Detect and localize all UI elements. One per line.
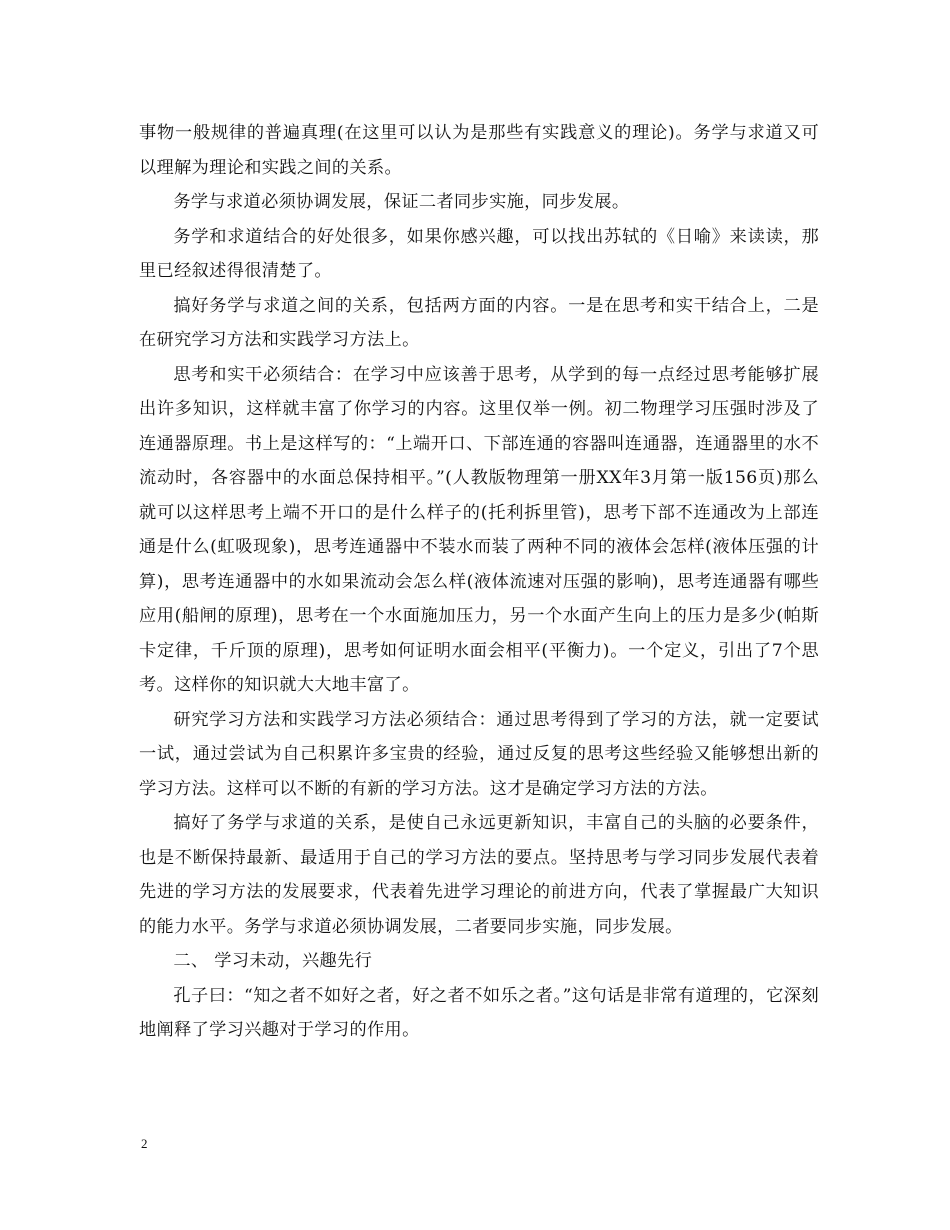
paragraph: 务学和求道结合的好处很多，如果你感兴趣，可以找出苏轼的《日喻》来读读，那里已经叙述得很清楚了。 xyxy=(139,226,819,281)
paragraph: 务学与求道必须协调发展，保证二者同步实施，同步发展。 xyxy=(173,192,630,212)
paragraph: 研究学习方法和实践学习方法必须结合：通过思考得到了学习的方法，就一定要试一试，通过尝试为自己积累许多宝贵的经验，通过反复的思考这些经验又能够想出新的学习方法。这样可以不断的有新的学习方法。这才是确定学习方法的方法。 xyxy=(139,709,819,799)
paragraph: 搞好了务学与求道的关系，是使自己永远更新知识，丰富自己的头脑的必要条件，也是不断保持最新、最适用于自己的学习方法的要点。坚持思考与学习同步发展代表着先进的学习方法的发展要求，代表着先进学习理论的前进方向，代表了掌握最广大知识的能力水平。务学与求道必须协调发展，二者要同步实施，同步发展。 xyxy=(139,813,819,937)
page-number: 2 xyxy=(141,1136,148,1151)
paragraph: 孔子曰：“知之者不如好之者，好之者不如乐之者。”这句话是非常有道理的，它深刻地阐释了学习兴趣对于学习的作用。 xyxy=(139,985,819,1040)
section-heading: 二、 学习未动，兴趣先行 xyxy=(173,951,373,971)
paragraph: 思考和实干必须结合：在学习中应该善于思考，从学到的每一点经过思考能够扩展出许多知识，这样就丰富了你学习的内容。这里仅举一例。初二物理学习压强时涉及了连通器原理。书上是这样写的：“上端开口、下部连通的容器叫连通器，连通器里的水不流动时，各容器中的水面总保持相平。”(人教版物理第一册XX年3月第一版156页)那么就可以这样思考上端不开口的是什么样子的(托利拆里管)，思考下部不连通改为上部连通是什么(虹吸现象)，思考连通器中不装水而装了两种不同的液体会怎样(液体压强的计算)，思考连通器中的水如果流动会怎么样(液体流速对压强的影响)，思考连通器有哪些应用(船闸的原理)，思考在一个水面施加压力，另一个水面产生向上的压力是多少(帕斯卡定律，千斤顶的原理)，思考如何证明水面会相平(平衡力)。一个定义，引出了7个思考。这样你的知识就大大地丰富了。 xyxy=(139,364,819,695)
paragraph: 事物一般规律的普遍真理(在这里可以认为是那些有实践意义的理论)。务学与求道又可以理解为理论和实践之间的关系。 xyxy=(139,123,819,178)
body-text xyxy=(139,116,819,1048)
paragraph: 搞好务学与求道之间的关系，包括两方面的内容。一是在思考和实干结合上，二是在研究学习方法和实践学习方法上。 xyxy=(139,295,819,350)
